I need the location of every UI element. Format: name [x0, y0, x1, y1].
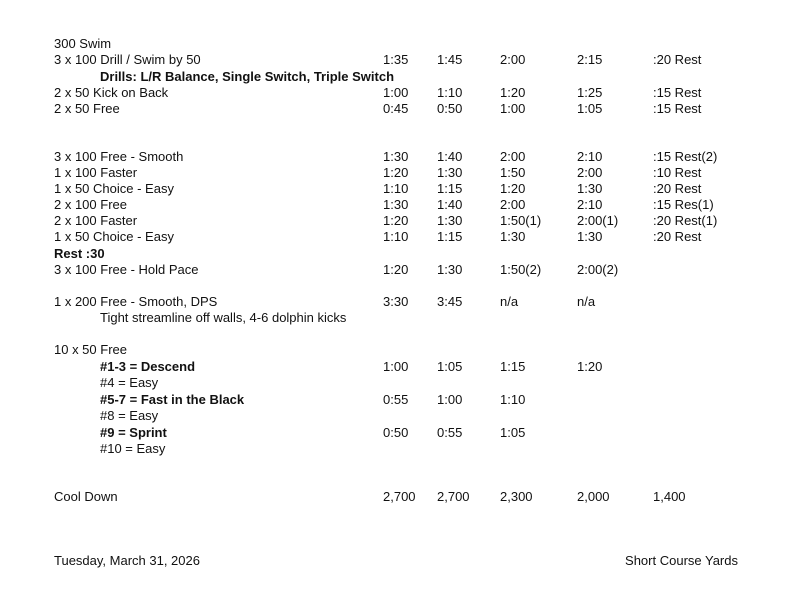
- row-sublabel: #1-3 = Descend: [100, 359, 196, 374]
- interval-col-1: 1:00: [383, 85, 409, 100]
- workout-row: [0, 392, 792, 408]
- interval-col-4: 1:30: [577, 181, 603, 196]
- interval-col-2: 1:15: [437, 229, 463, 244]
- interval-col-1: 1:30: [383, 197, 409, 212]
- workout-row: [0, 197, 792, 213]
- row-label: 3 x 100 Free - Smooth: [54, 149, 184, 164]
- interval-col-3: 2:00: [500, 52, 526, 67]
- row-label: 10 x 50 Free: [54, 342, 127, 357]
- interval-col-3: 1:00: [500, 101, 526, 116]
- interval-col-2: 1:30: [437, 165, 463, 180]
- interval-col-1: 1:20: [383, 213, 409, 228]
- workout-row: [0, 262, 792, 278]
- interval-col-4: 1:05: [577, 101, 603, 116]
- interval-col-4: 1:30: [577, 229, 603, 244]
- interval-col-2: 1:10: [437, 85, 463, 100]
- workout-row: [0, 342, 792, 358]
- interval-col-3: 1:50(2): [500, 262, 542, 277]
- rest-col: :20 Rest: [653, 52, 702, 67]
- rest-col: :15 Res(1): [653, 197, 714, 212]
- interval-col-3: 1:10: [500, 392, 526, 407]
- interval-col-4: 1:20: [577, 359, 603, 374]
- workout-row: [0, 246, 792, 262]
- row-label: 2 x 50 Kick on Back: [54, 85, 169, 100]
- interval-col-2: 3:45: [437, 294, 463, 309]
- rest-col: :20 Rest(1): [653, 213, 718, 228]
- interval-col-3: 1:20: [500, 85, 526, 100]
- row-label: 3 x 100 Free - Hold Pace: [54, 262, 199, 277]
- row-label: 1 x 50 Choice - Easy: [54, 181, 174, 196]
- total-col-5: 1,400: [653, 489, 686, 504]
- workout-row: [0, 149, 792, 165]
- footer-course: Short Course Yards: [625, 553, 738, 568]
- interval-col-1: 0:50: [383, 425, 409, 440]
- workout-row: [0, 36, 792, 52]
- workout-row: [0, 229, 792, 245]
- workout-row: [0, 425, 792, 441]
- row-label: 1 x 50 Choice - Easy: [54, 229, 174, 244]
- row-sublabel: #5-7 = Fast in the Black: [100, 392, 245, 407]
- row-label: 2 x 100 Faster: [54, 213, 138, 228]
- interval-col-2: 1:30: [437, 262, 463, 277]
- interval-col-1: 1:30: [383, 149, 409, 164]
- workout-row: [0, 85, 792, 101]
- interval-col-2: 1:15: [437, 181, 463, 196]
- workout-row: [0, 52, 792, 68]
- workout-row: [0, 69, 792, 85]
- rest-col: :20 Rest: [653, 229, 702, 244]
- interval-col-3: 1:30: [500, 229, 526, 244]
- total-col-1: 2,700: [383, 489, 416, 504]
- interval-col-1: 3:30: [383, 294, 409, 309]
- interval-col-3: 1:20: [500, 181, 526, 196]
- total-col-3: 2,300: [500, 489, 533, 504]
- interval-col-3: 1:15: [500, 359, 526, 374]
- row-sublabel: #8 = Easy: [100, 408, 159, 423]
- interval-col-3: n/a: [500, 294, 519, 309]
- interval-col-4: 2:00(2): [577, 262, 619, 277]
- workout-row: [0, 408, 792, 424]
- total-col-4: 2,000: [577, 489, 610, 504]
- rest-col: :20 Rest: [653, 181, 702, 196]
- rest-col: :15 Rest: [653, 85, 702, 100]
- interval-col-4: 2:15: [577, 52, 603, 67]
- row-label: Cool Down: [54, 489, 118, 504]
- row-label: 2 x 100 Free: [54, 197, 127, 212]
- row-label: 1 x 100 Faster: [54, 165, 138, 180]
- interval-col-2: 0:55: [437, 425, 463, 440]
- row-sublabel: Tight streamline off walls, 4-6 dolphin kicks: [100, 310, 347, 325]
- interval-col-2: 1:45: [437, 52, 463, 67]
- interval-col-2: 0:50: [437, 101, 463, 116]
- interval-col-2: 1:00: [437, 392, 463, 407]
- total-col-2: 2,700: [437, 489, 470, 504]
- workout-row: [0, 441, 792, 457]
- interval-col-1: 1:10: [383, 229, 409, 244]
- workout-row: [0, 213, 792, 229]
- workout-row: [0, 294, 792, 310]
- interval-col-1: 1:10: [383, 181, 409, 196]
- interval-col-4: 2:10: [577, 197, 603, 212]
- row-sublabel: #4 = Easy: [100, 375, 159, 390]
- interval-col-4: 2:00(1): [577, 213, 619, 228]
- interval-col-3: 1:05: [500, 425, 526, 440]
- interval-col-1: 0:45: [383, 101, 409, 116]
- row-label: 2 x 50 Free: [54, 101, 120, 116]
- interval-col-4: 2:00: [577, 165, 603, 180]
- interval-col-1: 1:20: [383, 165, 409, 180]
- interval-col-1: 1:35: [383, 52, 409, 67]
- workout-row: [0, 181, 792, 197]
- rest-col: :10 Rest: [653, 165, 702, 180]
- interval-col-1: 0:55: [383, 392, 409, 407]
- workout-row: [0, 310, 792, 326]
- interval-col-1: 1:00: [383, 359, 409, 374]
- row-sublabel: #9 = Sprint: [100, 425, 167, 440]
- rest-col: :15 Rest: [653, 101, 702, 116]
- row-label: 3 x 100 Drill / Swim by 50: [54, 52, 201, 67]
- interval-col-2: 1:40: [437, 197, 463, 212]
- interval-col-1: 1:20: [383, 262, 409, 277]
- workout-row: [0, 489, 792, 505]
- workout-row: [0, 101, 792, 117]
- interval-col-2: 1:40: [437, 149, 463, 164]
- workout-row: [0, 165, 792, 181]
- rest-col: :15 Rest(2): [653, 149, 718, 164]
- interval-col-3: 1:50(1): [500, 213, 542, 228]
- footer-date: Tuesday, March 31, 2026: [54, 553, 200, 568]
- workout-row: [0, 359, 792, 375]
- interval-col-4: n/a: [577, 294, 596, 309]
- interval-col-3: 2:00: [500, 149, 526, 164]
- row-sublabel: #10 = Easy: [100, 441, 166, 456]
- interval-col-2: 1:05: [437, 359, 463, 374]
- interval-col-4: 2:10: [577, 149, 603, 164]
- interval-col-3: 2:00: [500, 197, 526, 212]
- interval-col-3: 1:50: [500, 165, 526, 180]
- workout-row: [0, 375, 792, 391]
- row-label: Rest :30: [54, 246, 105, 261]
- interval-col-2: 1:30: [437, 213, 463, 228]
- row-sublabel: Drills: L/R Balance, Single Switch, Triple Switch: [100, 69, 395, 84]
- row-label: 300 Swim: [54, 36, 112, 51]
- row-label: 1 x 200 Free - Smooth, DPS: [54, 294, 218, 309]
- interval-col-4: 1:25: [577, 85, 603, 100]
